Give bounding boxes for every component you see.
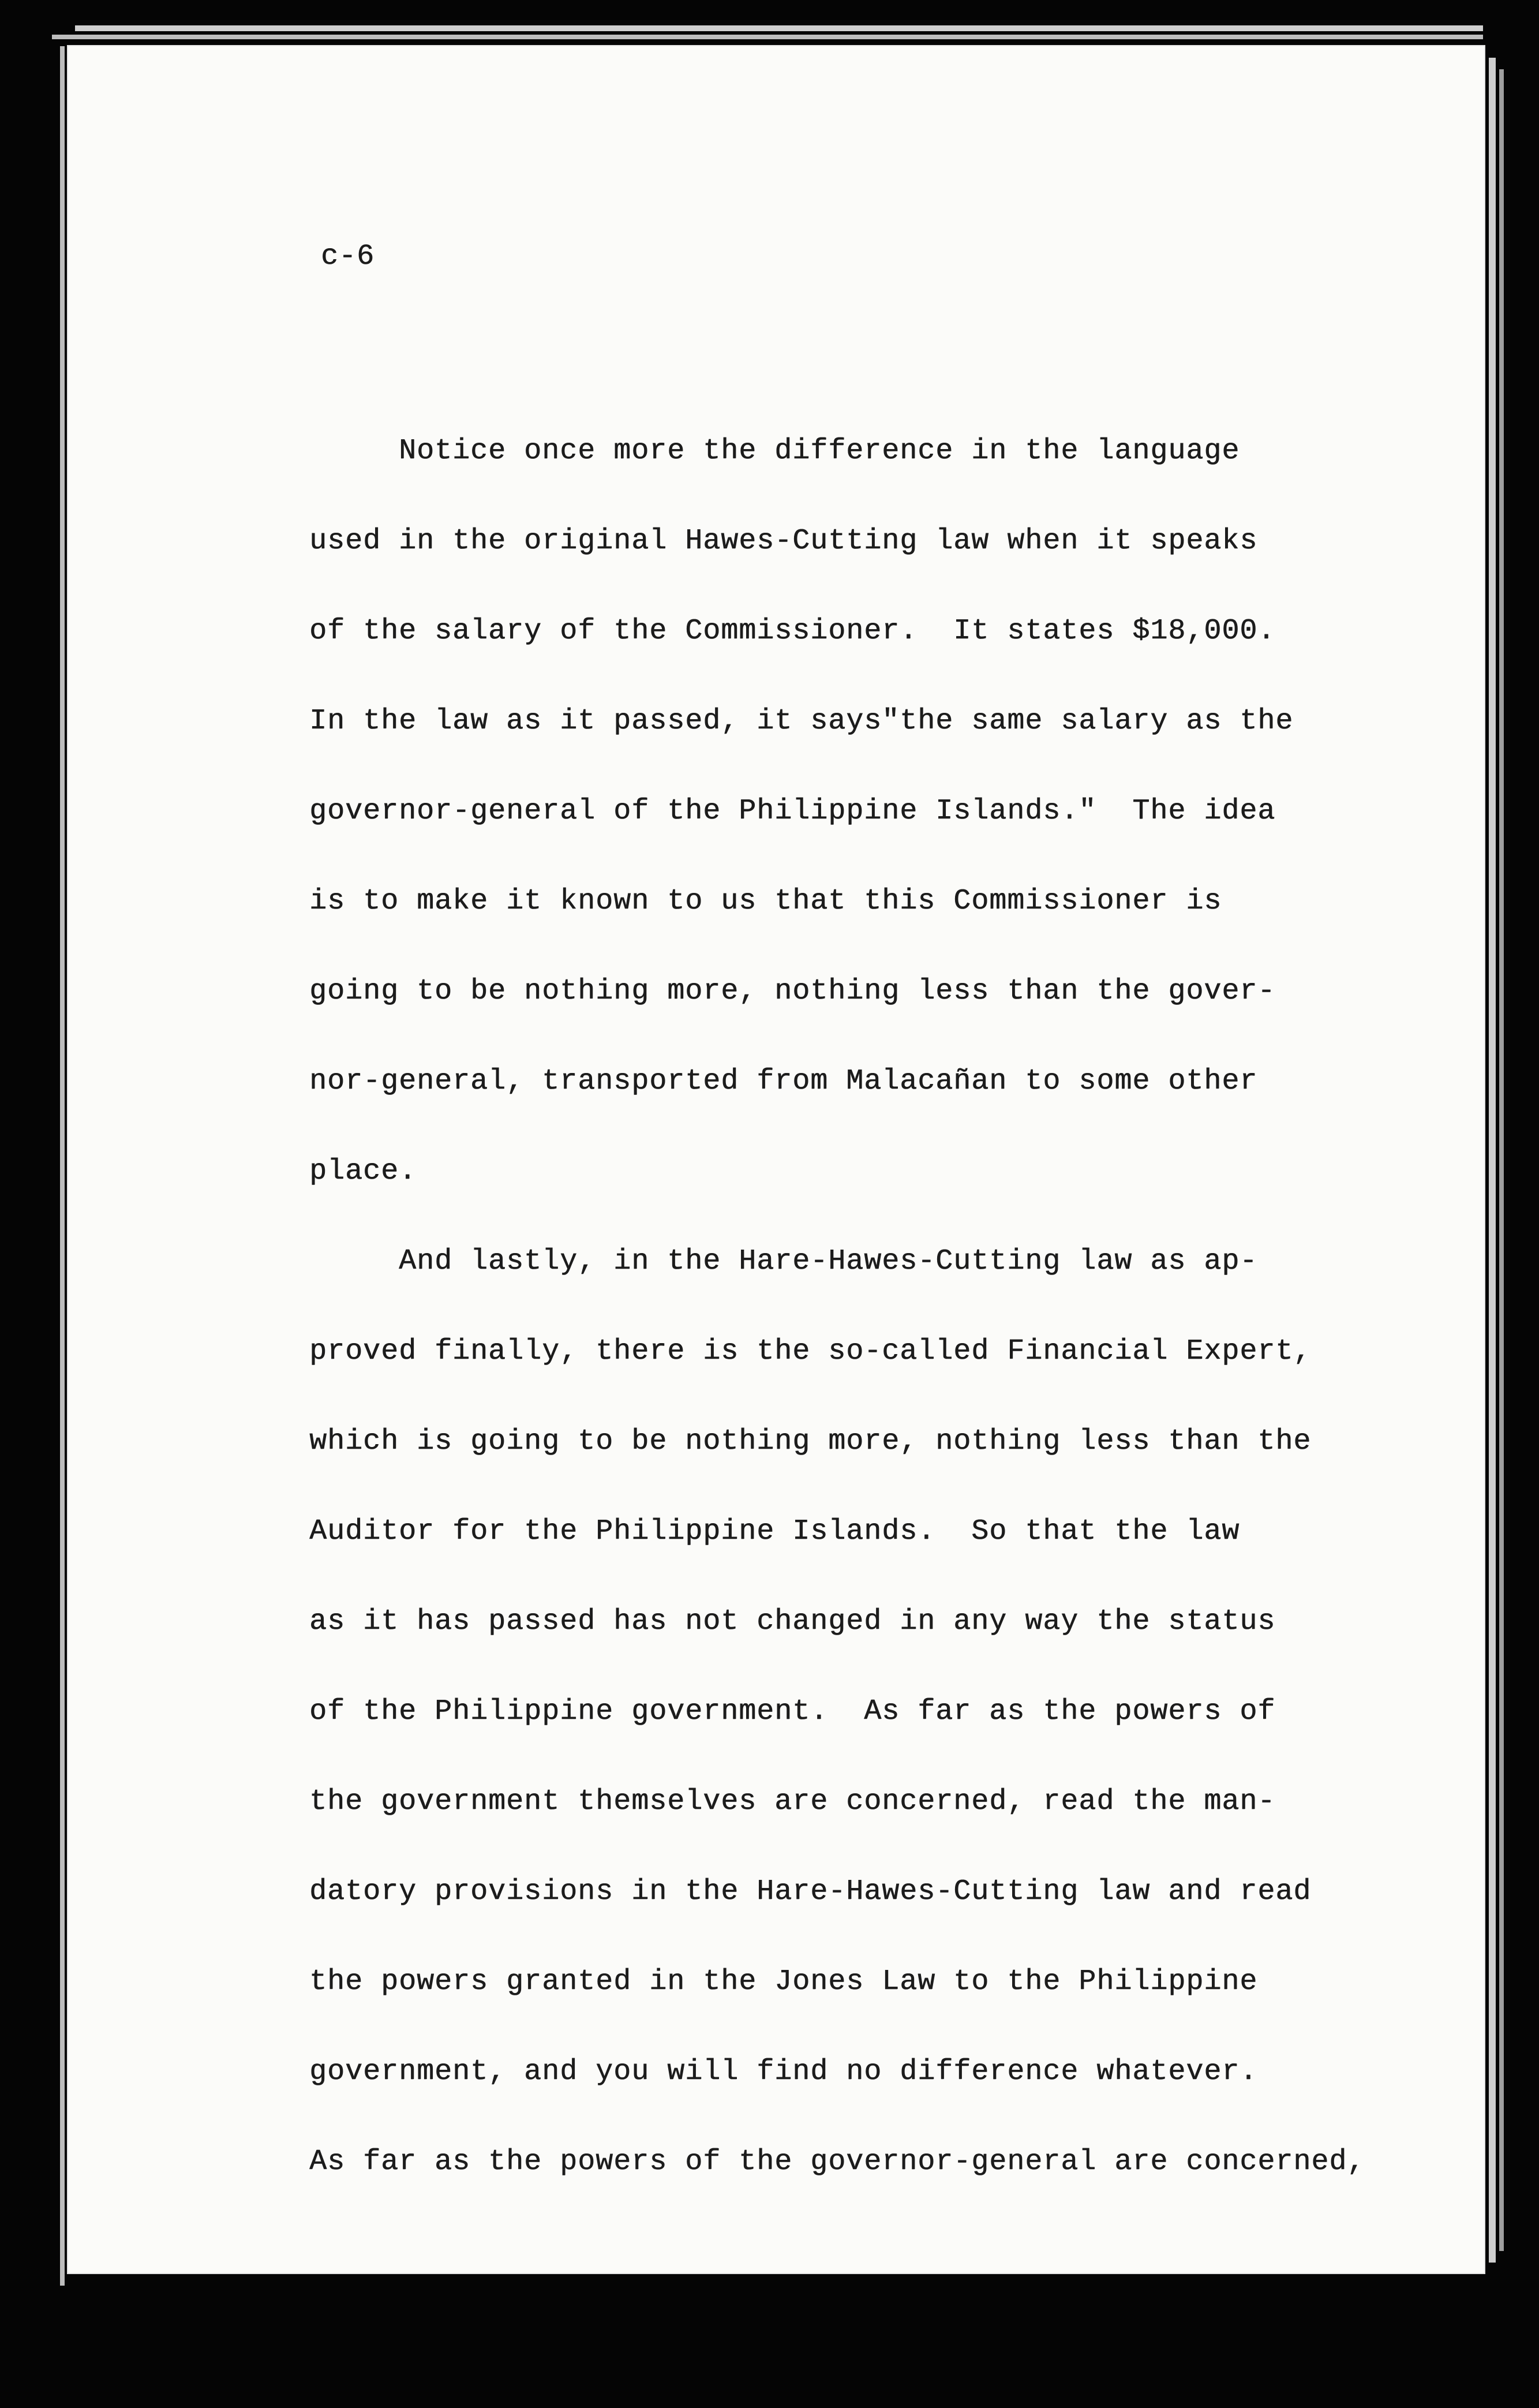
text-line: is to make it known to us that this Commissioner is xyxy=(309,885,1222,918)
paper-edge-left xyxy=(60,46,65,2286)
page-number: c-6 xyxy=(321,240,375,273)
text-line: place. xyxy=(309,1155,417,1188)
text-line: of the salary of the Commissioner. It states $18,000. xyxy=(309,615,1276,648)
text-line: In the law as it passed, it says"the same salary as the xyxy=(309,705,1294,738)
text-line: nor-general, transported from Malacañan to some other xyxy=(309,1065,1258,1098)
text-line: going to be nothing more, nothing less than the gover- xyxy=(309,975,1276,1008)
text-line: And lastly, in the Hare-Hawes-Cutting law as ap- xyxy=(309,1245,1258,1278)
text-line: proved finally, there is the so-called Financial Expert, xyxy=(309,1335,1312,1368)
text-line: As far as the powers of the governor-general are concerned, xyxy=(309,2145,1365,2178)
body-text xyxy=(67,45,1485,2274)
paper-edge-right xyxy=(1489,58,1496,2263)
text-line: the government themselves are concerned, read the man- xyxy=(309,1785,1276,1818)
text-line: Notice once more the difference in the language xyxy=(309,435,1240,468)
paper-edge-top-back xyxy=(52,35,1483,39)
text-line: of the Philippine government. As far as the powers of xyxy=(309,1695,1276,1728)
typed-page xyxy=(67,45,1485,2274)
text-line: used in the original Hawes-Cutting law when it speaks xyxy=(309,525,1258,558)
paper-edge-top xyxy=(75,25,1483,31)
text-line: governor-general of the Philippine Islands." The idea xyxy=(309,795,1276,828)
paper-edge-right-back xyxy=(1499,69,1504,2251)
text-line: which is going to be nothing more, nothing less than the xyxy=(309,1425,1312,1458)
text-line: Auditor for the Philippine Islands. So that the law xyxy=(309,1515,1240,1548)
text-line: the powers granted in the Jones Law to the Philippine xyxy=(309,1965,1258,1998)
text-line: as it has passed has not changed in any way the status xyxy=(309,1605,1276,1638)
text-line: government, and you will find no difference whatever. xyxy=(309,2055,1258,2088)
text-line: datory provisions in the Hare-Hawes-Cutting law and read xyxy=(309,1875,1312,1908)
